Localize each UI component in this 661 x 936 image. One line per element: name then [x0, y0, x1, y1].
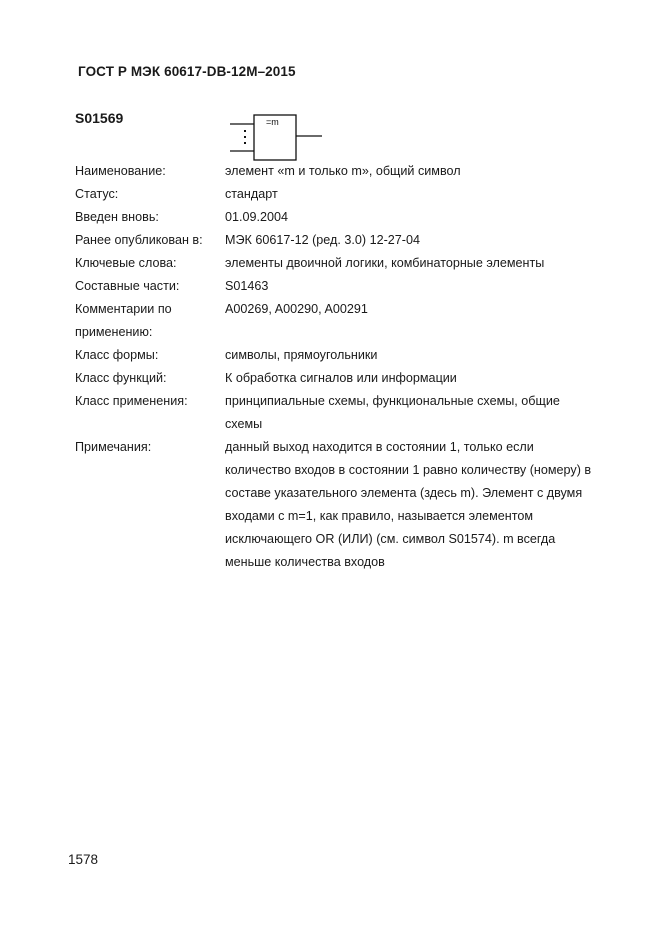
attribute-row — [75, 344, 595, 367]
attribute-label: Класс функций: — [75, 371, 167, 385]
attribute-label: Класс формы: — [75, 348, 159, 362]
attribute-label: Примечания: — [75, 440, 152, 454]
attribute-value: данный выход находится в состоянии 1, только если количество входов в состоянии 1 равно количеству (номеру) в составе указательного элемента (здесь m). Элемент с двумя входами с m=1, как правило, называется элементом исключающего OR (ИЛИ) (см. символ S01574). m всегда меньше количества входов — [225, 440, 592, 569]
element-qualifier-label: =m — [266, 117, 279, 127]
attribute-row — [75, 206, 595, 229]
attribute-row — [75, 436, 595, 574]
document-header: ГОСТ Р МЭК 60617-DB-12M–2015 — [78, 64, 296, 79]
ellipsis-dot — [244, 142, 246, 144]
ellipsis-dot — [244, 136, 246, 138]
attribute-value: К обработка сигналов или информации — [225, 371, 457, 385]
attribute-label: Статус: — [75, 187, 119, 201]
attribute-label: Комментарии по применению: — [75, 302, 172, 339]
attribute-label: Введен вновь: — [75, 210, 159, 224]
attribute-row — [75, 229, 595, 252]
attribute-value: 01.09.2004 — [225, 210, 289, 224]
attribute-row — [75, 252, 595, 275]
ellipsis-dot — [244, 130, 246, 132]
attribute-label: Наименование: — [75, 164, 166, 178]
attribute-row — [75, 275, 595, 298]
attribute-label: Ранее опубликован в: — [75, 233, 203, 247]
attribute-label: Составные части: — [75, 279, 180, 293]
attribute-row — [75, 390, 595, 436]
attribute-value: принципиальные схемы, функциональные схемы, общие схемы — [225, 394, 560, 431]
attribute-row — [75, 367, 595, 390]
attribute-value: символы, прямоугольники — [225, 348, 378, 362]
attribute-value: МЭК 60617-12 (ред. 3.0) 12-27-04 — [225, 233, 420, 247]
attribute-row — [75, 298, 595, 344]
logic-element-symbol — [230, 114, 326, 162]
attribute-row — [75, 160, 595, 183]
attribute-value: A00269, A00290, A00291 — [225, 302, 368, 316]
attribute-label: Ключевые слова: — [75, 256, 177, 270]
attribute-label: Класс применения: — [75, 394, 188, 408]
page-number: 1578 — [68, 852, 99, 867]
attribute-value: S01463 — [225, 279, 269, 293]
attribute-row — [75, 183, 595, 206]
attribute-value: элемент «m и только m», общий символ — [225, 164, 461, 178]
attribute-value: стандарт — [225, 187, 278, 201]
attribute-table — [75, 160, 595, 574]
symbol-code: S01569 — [75, 110, 124, 126]
attribute-value: элементы двоичной логики, комбинаторные элементы — [225, 256, 545, 270]
